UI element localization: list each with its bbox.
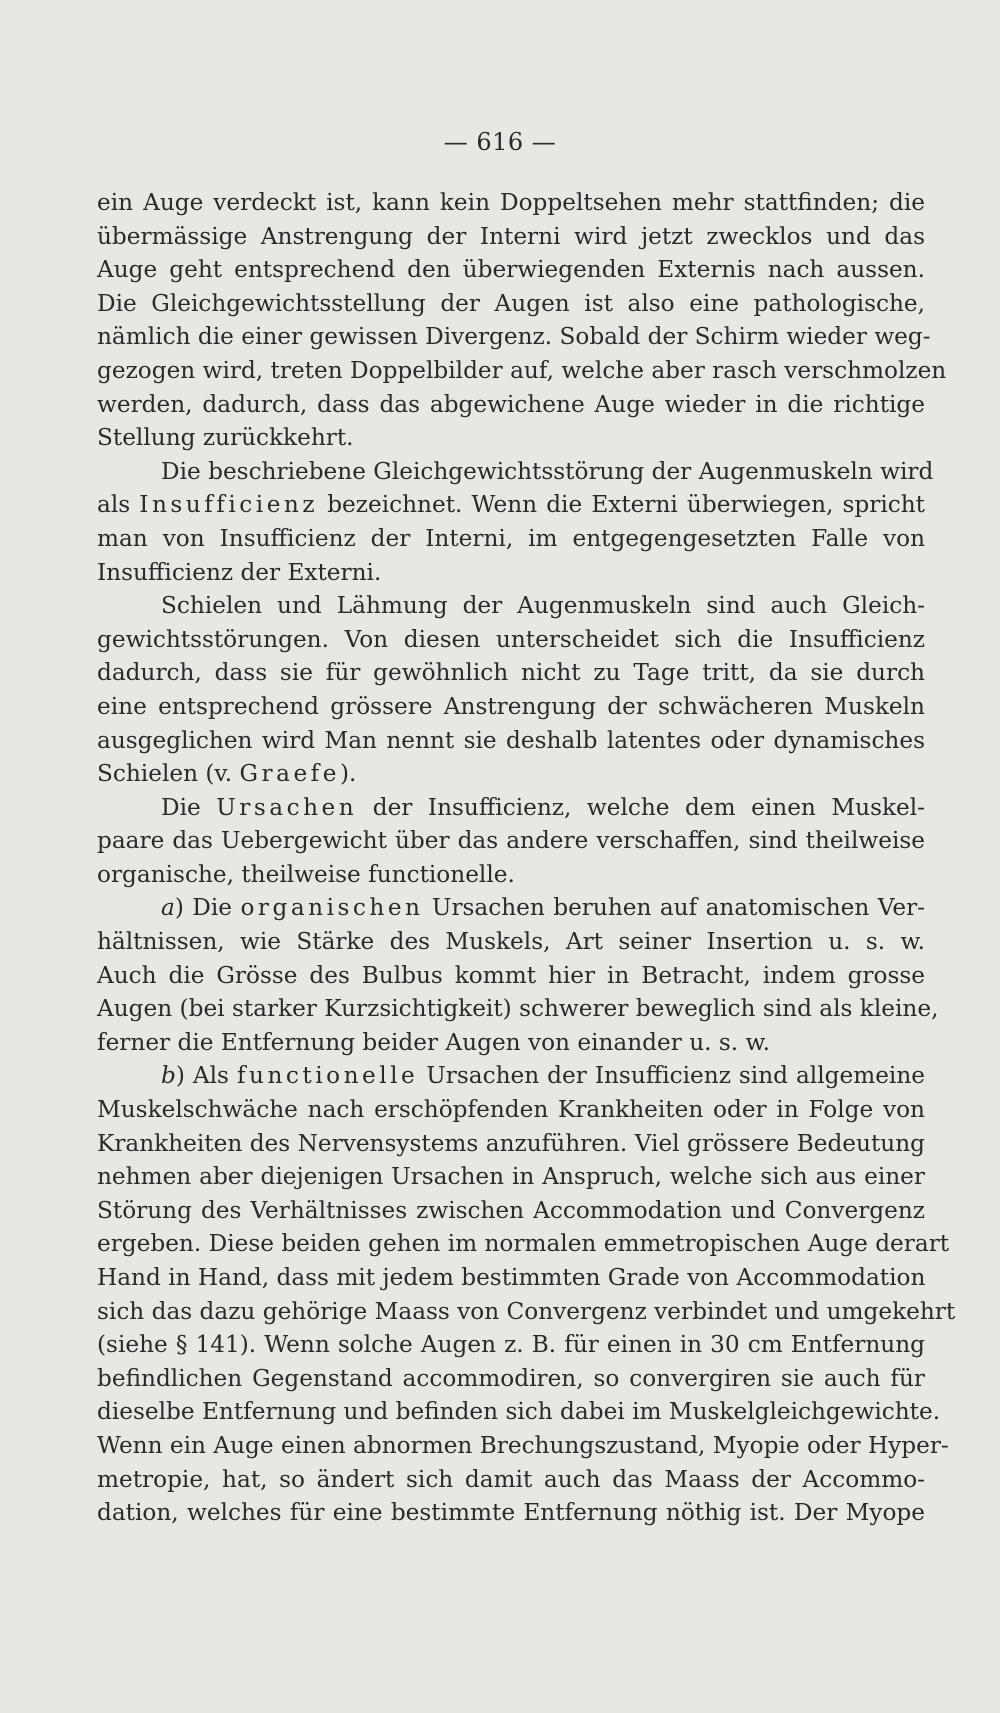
text-line (97, 824, 925, 858)
text-line (97, 656, 925, 690)
text-segment: Stellung zurückkehrt. (97, 424, 354, 452)
spaced-emphasis: Insufficienz (139, 491, 319, 519)
text-segment: dadurch, dass sie für gewöhnlich nicht zu Tage tritt, da sie durch (97, 659, 925, 687)
text-line (97, 1395, 941, 1429)
text-segment: Ursachen der Insufficienz sind allgemeine (418, 1062, 925, 1090)
text-line (97, 858, 925, 892)
text-segment: bezeichnet. Wenn die Externi überwiegen, spricht (318, 491, 925, 519)
text-line (97, 287, 925, 321)
text-line (97, 522, 925, 556)
spaced-emphasis: organischen (240, 894, 424, 922)
italic-label: b (161, 1062, 176, 1090)
text-segment: ) Als (175, 1062, 237, 1090)
text-segment: Auge geht entsprechend den überwiegenden Externis nach aussen. (97, 256, 925, 284)
text-segment: ergeben. Diese beiden gehen im normalen emmetropischen Auge derart (97, 1230, 950, 1258)
text-line (97, 623, 925, 657)
text-line (97, 1261, 925, 1295)
text-line (97, 1362, 925, 1396)
page-number: — 616 — (443, 128, 557, 156)
text-line (97, 421, 925, 455)
text-segment: ). (340, 760, 357, 788)
text-line (97, 354, 947, 388)
text-line (97, 388, 925, 422)
text-line (97, 1429, 949, 1463)
spaced-emphasis: Ursachen (216, 793, 358, 821)
text-line (97, 556, 925, 590)
text-segment: Augen (bei starker Kurzsichtigkeit) schwerer beweglich sind als kleine, (97, 995, 939, 1023)
text-segment: ) Die (174, 894, 241, 922)
text-segment: Schielen (v. (97, 760, 240, 788)
text-line (97, 1093, 925, 1127)
text-segment: sich das dazu gehörige Maass von Convergenz verbindet und umgekehrt (97, 1297, 956, 1325)
italic-label: a (161, 894, 175, 922)
text-line (97, 1227, 950, 1261)
text-line (97, 959, 925, 993)
text-segment: als (97, 491, 140, 519)
text-segment: ferner die Entfernung beider Augen von einander u. s. w. (97, 1028, 770, 1056)
text-segment: Muskelschwäche nach erschöpfenden Krankheiten oder in Folge von (97, 1096, 925, 1124)
text-line (97, 589, 925, 623)
text-segment: Störung des Verhältnisses zwischen Accommodation und Convergenz (97, 1196, 925, 1224)
spaced-emphasis: functionelle (236, 1062, 419, 1090)
text-line (97, 1463, 925, 1497)
text-segment: der Insufficienz, welche dem einen Muskel- (357, 793, 925, 821)
text-segment: dieselbe Entfernung und befinden sich dabei im Muskelgleichgewichte. (97, 1398, 941, 1426)
text-segment: nehmen aber diejenigen Ursachen in Anspruch, welche sich aus einer (97, 1163, 925, 1191)
text-segment: Wenn ein Auge einen abnormen Brechungszustand, Myopie oder Hyper- (97, 1431, 949, 1459)
text-segment: übermässige Anstrengung der Interni wird jetzt zwecklos und das (97, 222, 925, 250)
text-line (97, 253, 925, 287)
text-segment: Die (161, 793, 217, 821)
text-line (97, 186, 925, 220)
text-line (97, 724, 925, 758)
text-segment: Ursachen beruhen auf anatomischen Ver- (423, 894, 925, 922)
text-segment: ein Auge verdeckt ist, kann kein Doppeltsehen mehr stattfinden; die (97, 189, 925, 216)
text-line (97, 1160, 925, 1194)
text-segment: befindlichen Gegenstand accommodiren, so convergiren sie auch für (97, 1364, 925, 1392)
text-segment: Auch die Grösse des Bulbus kommt hier in Betracht, indem grosse (97, 961, 925, 989)
text-segment: hältnissen, wie Stärke des Muskels, Art seiner Insertion u. s. w. (97, 928, 925, 956)
text-segment: dation, welches für eine bestimmte Entfernung nöthig ist. Der Myope (97, 1499, 925, 1527)
text-segment: Die Gleichgewichtsstellung der Augen ist also eine pathologische, (97, 289, 925, 317)
text-segment: gewichtsstörungen. Von diesen unterscheidet sich die Insufficienz (97, 625, 925, 653)
text-line (97, 1026, 925, 1060)
text-line (97, 1059, 925, 1093)
text-segment: eine entsprechend grössere Anstrengung der schwächeren Muskeln (97, 692, 925, 720)
text-line (97, 1496, 925, 1530)
text-line (97, 1295, 956, 1329)
text-line (97, 992, 939, 1026)
text-line (97, 1127, 925, 1161)
text-line (97, 690, 925, 724)
text-segment: nämlich die einer gewissen Divergenz. Sobald der Schirm wieder weg- (97, 323, 931, 351)
text-line (97, 791, 925, 825)
text-line (97, 488, 925, 522)
spaced-emphasis: Graefe (239, 760, 340, 788)
text-line (97, 891, 925, 925)
text-segment: gezogen wird, treten Doppelbilder auf, welche aber rasch verschmolzen (97, 356, 947, 384)
text-segment: Die beschriebene Gleichgewichtsstörung der Augenmuskeln wird (161, 457, 934, 485)
text-line (97, 455, 934, 489)
text-segment: ausgeglichen wird Man nennt sie deshalb latentes oder dynamisches (97, 726, 925, 754)
text-segment: Hand in Hand, dass mit jedem bestimmten Grade von Accommodation (97, 1264, 926, 1291)
text-segment: Schielen und Lähmung der Augenmuskeln sind auch Gleich- (161, 592, 925, 620)
text-segment: werden, dadurch, dass das abgewichene Auge wieder in die richtige (97, 390, 925, 418)
text-line (97, 320, 931, 354)
text-segment: metropie, hat, so ändert sich damit auch das Maass der Accommo- (97, 1465, 925, 1493)
text-line (97, 220, 925, 254)
text-line (97, 925, 925, 959)
text-line (97, 1328, 925, 1362)
text-segment: man von Insufficienz der Interni, im entgegengesetzten Falle von (97, 524, 925, 552)
text-segment: organische, theilweise functionelle. (97, 860, 515, 888)
text-line (97, 1194, 925, 1228)
body-text (97, 186, 956, 1530)
text-segment: (siehe § 141). Wenn solche Augen z. B. für einen in 30 cm Entfernung (97, 1331, 925, 1359)
text-line (97, 757, 925, 791)
text-segment: paare das Uebergewicht über das andere verschaffen, sind theilweise (97, 827, 925, 855)
text-segment: Insufficienz der Externi. (97, 558, 382, 586)
text-segment: Krankheiten des Nervensystems anzuführen. Viel grössere Bedeutung (97, 1129, 925, 1157)
